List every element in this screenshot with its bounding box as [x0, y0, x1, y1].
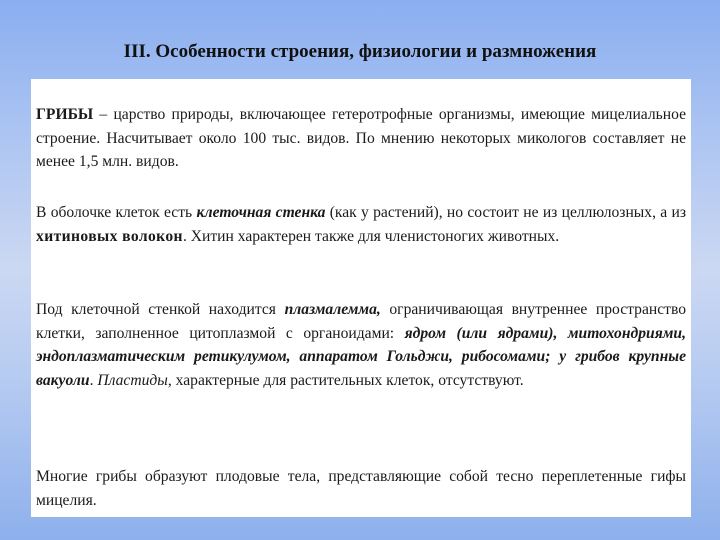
- paragraph-text: ограничивающая внутреннее пространство клетки, заполненное цитоплазмой с органоидами:: [36, 301, 687, 342]
- paragraph-text: Под клеточной стенкой находится: [36, 301, 285, 318]
- paragraph-text: (как у растений), но состоит не из целлюлозных, а из: [325, 204, 686, 221]
- paragraph-text: – царство природы, включающее гетеротрофные организмы, имеющие мицелиальное строение. Насчитывает около 100 тыс. видов. По мнению некоторых микологов составляет не менее 1,5 млн. видов.: [36, 106, 686, 170]
- paragraph-organelles: [36, 298, 686, 392]
- term-organelles-list: ядром (или ядрами), митохондриями, эндоплазматическим ретикулумом, аппаратом Гольджи, рибосомами; у грибов крупные вакуоли: [36, 324, 686, 389]
- term-fungi: ГРИБЫ: [36, 106, 94, 123]
- paragraph-text: Многие грибы образуют плодовые тела, представляющие собой тесно переплетенные гифы мицелия.: [36, 468, 686, 509]
- term-cell-wall: клеточная стенка: [196, 204, 326, 221]
- paragraph-text: , характерные для растительных клеток, отсутствуют.: [167, 371, 524, 389]
- paragraph-cell-wall: [36, 201, 686, 248]
- content-box: [31, 79, 691, 517]
- term-plastids: Пластиды: [97, 371, 168, 389]
- paragraph-fungi-definition: [36, 103, 686, 174]
- term-chitin-fibers: хитиновых волокон: [36, 227, 183, 245]
- paragraph-text: .: [89, 371, 98, 389]
- term-plasmalemma: плазмалемма,: [284, 301, 381, 318]
- slide-title: III. Особенности строения, физиологии и размножения: [123, 41, 597, 62]
- paragraph-text: . Хитин характерен также для членистоногих животных.: [182, 227, 560, 245]
- paragraph-fruiting-bodies: [36, 465, 686, 512]
- paragraph-text: В оболочке клеток есть: [36, 204, 197, 221]
